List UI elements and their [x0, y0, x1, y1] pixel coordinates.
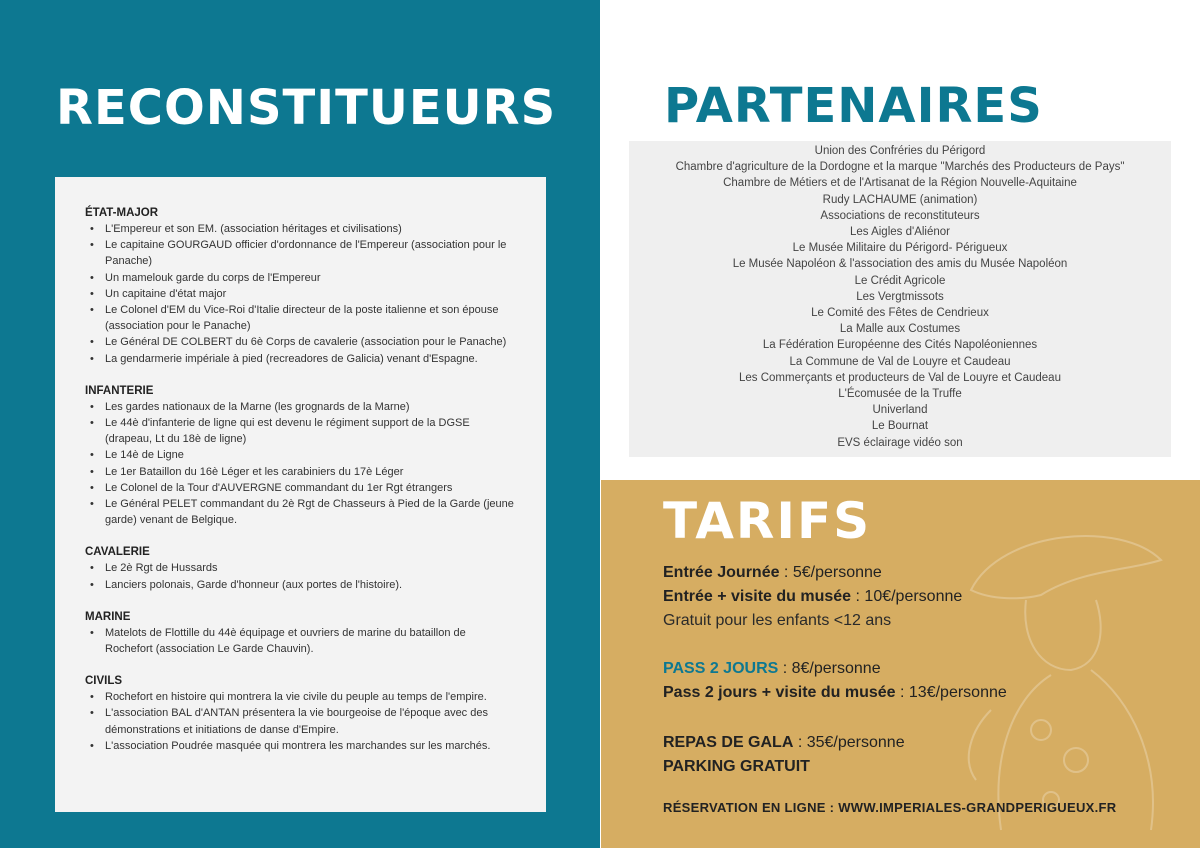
- partner-item: L'Écomusée de la Truffe: [838, 388, 962, 401]
- price-label: Pass 2 jours + visite du musée: [663, 684, 896, 701]
- list-item: • Les gardes nationaux de la Marne (les grognards de la Marne): [85, 399, 516, 415]
- partner-item: Les Aigles d'Aliénor: [849, 226, 950, 239]
- price-repas-gala: [663, 734, 905, 752]
- price-value: : 13€/personne: [895, 684, 1007, 701]
- list-item: • Le Colonel d'EM du Vice-Roi d'Italie directeur de la poste italienne et son épouse (association pour le Panache): [85, 302, 516, 334]
- partner-item: EVS éclairage vidéo son: [837, 436, 963, 449]
- section-cavalerie: [85, 544, 516, 592]
- list-item: • Le 2è Rgt de Hussards: [85, 560, 516, 576]
- partner-item: Rudy LACHAUME (animation): [822, 193, 978, 206]
- section-heading: CIVILS: [85, 675, 123, 688]
- list-item: • Matelots de Flottille du 44è équipage et ouvriers de marine du bataillon de Rochefort (association Le Garde Chauvin).: [85, 625, 516, 657]
- list-item: • L'Empereur et son EM. (association héritages et civilisations): [85, 221, 516, 237]
- tarifs-panel: [601, 480, 1200, 848]
- list-item: • Le 44è d'infanterie de ligne qui est devenu le régiment support de la DGSE (drapeau, Lt du 18è de ligne): [85, 415, 516, 447]
- reconstituteurs-title: RECONSTITUEURS: [56, 80, 557, 136]
- list-item: • Le Général PELET commandant du 2è Rgt de Chasseurs à Pied de la Garde (jeune garde) venant de Belgique.: [85, 496, 516, 528]
- parking-gratuit: [663, 758, 810, 776]
- partenaires-title: PARTENAIRES: [664, 78, 1043, 134]
- price-entree-journee: [663, 564, 882, 582]
- partner-item: Union des Confréries du Périgord: [814, 145, 986, 157]
- section-civils: [85, 673, 516, 754]
- list-item: • Lanciers polonais, Garde d'honneur (aux portes de l'histoire).: [85, 577, 516, 593]
- section-heading: CAVALERIE: [85, 546, 150, 559]
- partner-item: Chambre de Métiers et de l'Artisanat de la Région Nouvelle-Aquitaine: [723, 177, 1077, 190]
- section-etat-major: [85, 205, 516, 367]
- napoleon-illustration-icon: [931, 500, 1191, 840]
- partner-item: Le Comité des Fêtes de Cendrieux: [811, 307, 989, 320]
- partner-item: Le Crédit Agricole: [854, 274, 946, 287]
- reconstituteurs-list-box: [55, 177, 546, 812]
- partner-item: Associations de reconstituteurs: [820, 209, 980, 222]
- section-heading: MARINE: [85, 610, 131, 623]
- gratuit-enfants: Gratuit pour les enfants <12 ans: [663, 612, 892, 629]
- section-marine: [85, 609, 516, 657]
- partner-item: La Malle aux Costumes: [839, 323, 961, 336]
- price-entree-musee: [663, 588, 962, 606]
- price-label: PASS 2 JOURS: [663, 660, 779, 677]
- partner-item: Chambre d'agriculture de la Dordogne et la marque "Marchés des Producteurs de Pays": [675, 161, 1125, 174]
- partenaires-list-box: [629, 141, 1171, 457]
- tarifs-title: TARIFS: [663, 492, 872, 550]
- partner-item: La Fédération Européenne des Cités Napoléoniennes: [762, 339, 1038, 352]
- list-item: • Rochefort en histoire qui montrera la vie civile du peuple au temps de l'empire.: [85, 689, 516, 705]
- partner-item: Univerland: [872, 404, 928, 417]
- list-item: • Le capitaine GOURGAUD officier d'ordonnance de l'Empereur (association pour le Panache): [85, 237, 516, 269]
- partner-item: Le Bournat: [871, 420, 929, 433]
- list-item: • Le Général DE COLBERT du 6è Corps de cavalerie (association pour le Panache): [85, 334, 516, 350]
- list-item: • Le 14è de Ligne: [85, 447, 516, 463]
- price-pass-musee: [663, 684, 1007, 702]
- section-heading: INFANTERIE: [85, 384, 154, 397]
- list-item: • L'association Poudrée masquée qui montrera les marchandes sur les marchés.: [85, 738, 516, 754]
- price-value: : 8€/personne: [778, 660, 881, 677]
- partner-item: Les Vergtmissots: [856, 290, 944, 303]
- list-item: • L'association BAL d'ANTAN présentera la vie bourgeoise de l'époque avec des démonstrations et initiations de danse d'Empire.: [85, 705, 516, 737]
- section-heading: ÉTAT-MAJOR: [85, 207, 159, 219]
- list-item: • Le 1er Bataillon du 16è Léger et les carabiniers du 17è Léger: [85, 464, 516, 480]
- price-value: : 35€/personne: [793, 734, 905, 751]
- price-value: : 10€/personne: [851, 588, 963, 605]
- list-item: • Un capitaine d'état major: [85, 286, 516, 302]
- partner-item: Le Musée Militaire du Périgord- Périgueux: [792, 242, 1008, 255]
- list-item: • Un mamelouk garde du corps de l'Empereur: [85, 270, 516, 286]
- list-item: • Le Colonel de la Tour d'AUVERGNE commandant du 1er Rgt étrangers: [85, 480, 516, 496]
- reservation-link[interactable]: RÉSERVATION EN LIGNE : WWW.IMPERIALES-GRANDPERIGUEUX.FR: [663, 800, 1117, 815]
- section-infanterie: [85, 383, 516, 529]
- partner-item: Les Commerçants et producteurs de Val de Louyre et Caudeau: [739, 371, 1061, 384]
- list-item: • La gendarmerie impériale à pied (recreadores de Galicia) venant d'Espagne.: [85, 351, 516, 367]
- price-label: Entrée Journée: [663, 564, 780, 581]
- partner-item: La Commune de Val de Louyre et Caudeau: [789, 355, 1011, 368]
- price-pass-2-jours: [663, 660, 881, 678]
- price-label: REPAS DE GALA: [663, 734, 794, 751]
- price-label: Entrée + visite du musée: [663, 588, 852, 605]
- partner-item: Le Musée Napoléon & l'association des amis du Musée Napoléon: [732, 258, 1068, 271]
- price-value: : 5€/personne: [779, 564, 882, 581]
- parking-label: PARKING GRATUIT: [663, 758, 810, 775]
